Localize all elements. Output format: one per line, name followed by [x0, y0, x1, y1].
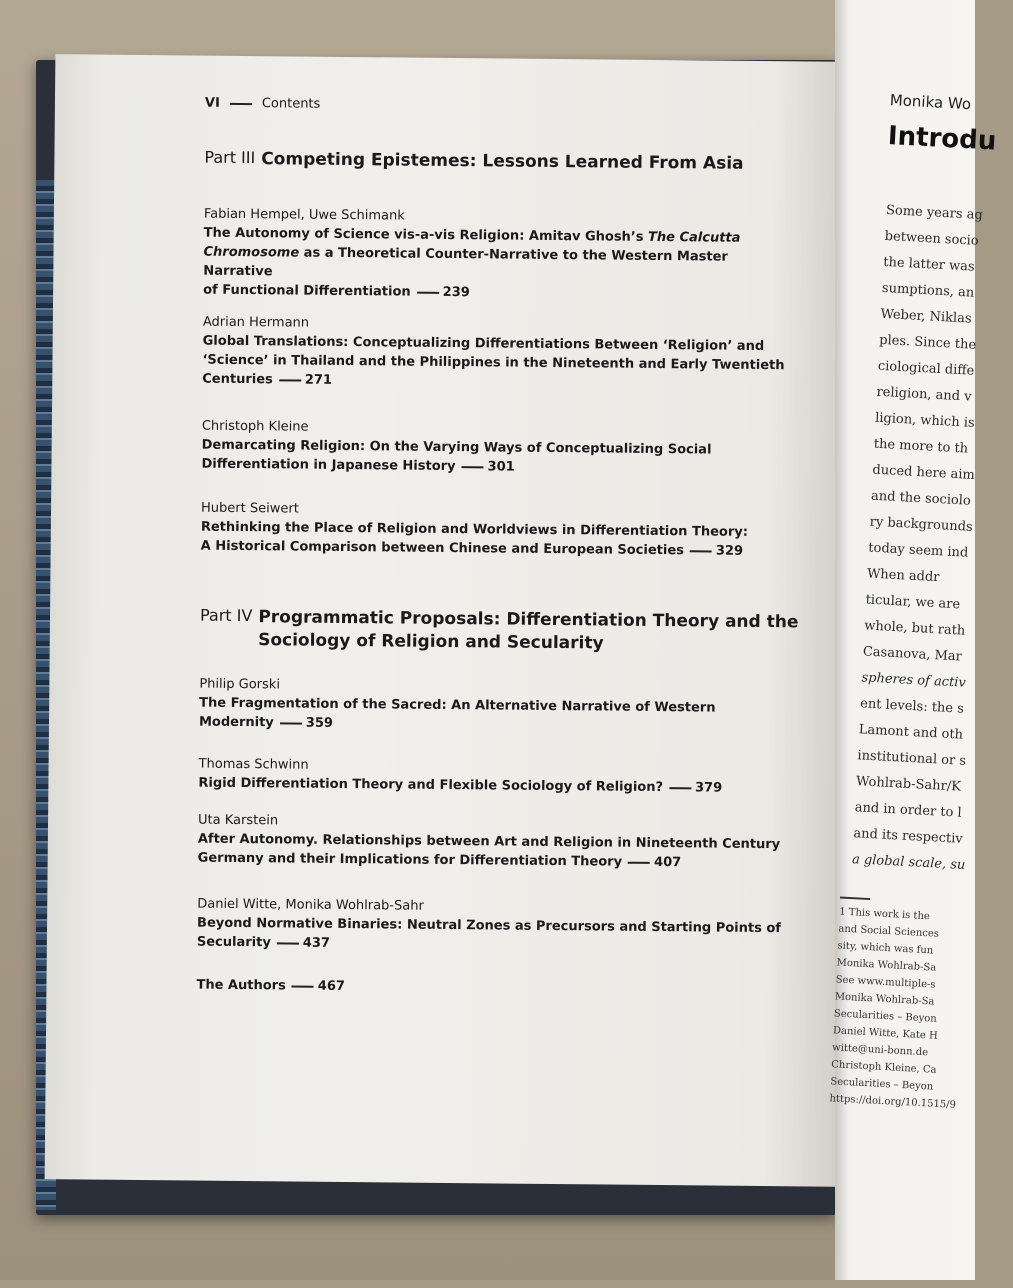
contents-body [196, 95, 805, 995]
facing-page-line: Some years ag [885, 202, 984, 224]
facing-page-line: Lamont and oth [858, 722, 964, 743]
facing-page-line: and in order to l [854, 800, 962, 821]
part-title: Competing Epistemes: Lessons Learned From Asia [261, 149, 744, 174]
facing-page-line: the latter was [882, 254, 975, 275]
entry-page: 239 [442, 284, 470, 301]
toc-entry [201, 418, 792, 480]
facing-page-line: Weber, Niklas [880, 306, 972, 327]
head-dash [230, 102, 252, 104]
entry-page: 379 [694, 780, 723, 796]
toc-entry-authors-list [196, 976, 786, 1001]
facing-page-note: Secularities – Beyon [830, 1076, 934, 1093]
facing-page-line: ligion, which is [874, 410, 975, 431]
facing-page-note: Monika Wohlrab-Sa [834, 991, 935, 1008]
facing-page-line: ticular, we are [865, 592, 961, 613]
facing-page-line: and the sociolo [870, 488, 972, 509]
facing-page-author: Monika Wo [889, 91, 972, 114]
entry-page: 329 [715, 543, 744, 559]
entry-page: 271 [304, 372, 333, 388]
part-heading [204, 148, 743, 176]
facing-page-line: and its respectiv [853, 826, 964, 847]
entry-title: Global Translations: Conceptualizing Differentiations Between ‘Religion’ and ‘Science’ in Thailand and the Philippines in the Nineteenth and Early Twentieth Centuries 271 [202, 333, 785, 388]
entry-page: 301 [487, 459, 515, 475]
facing-page-line: ent levels: the s [859, 696, 965, 717]
entry-page: 407 [654, 854, 682, 871]
entry-authors: Fabian Hempel, Uwe Schimank [203, 206, 405, 224]
facing-page-note: sity, which was fun [837, 940, 934, 957]
entry-title: Rethinking the Place of Religion and Worldviews in Differentiation Theory: A Historical Comparison between Chinese and European Societies 329 [200, 519, 749, 559]
entry-title: The Autonomy of Science vis-a-vis Religion: Amitav Ghosh’s The Calcutta Chromosome as a Theoretical Counter-Narrative to the Western Master Narrative of Functional Differentiation 239 [203, 225, 741, 301]
entry-authors: Philip Gorski [199, 676, 281, 693]
facing-page-line: the more to th [873, 436, 969, 457]
part-heading [200, 606, 799, 658]
facing-page-note: https://doi.org/10.1515/9 [829, 1093, 957, 1111]
facing-page-note: Christoph Kleine, Ca [830, 1059, 937, 1076]
facing-page-line: Casanova, Mar [862, 644, 963, 665]
facing-page-note: See www.multiple-s [835, 974, 936, 991]
facing-page-line: whole, but rath [863, 618, 966, 639]
entry-title: The Fragmentation of the Sacred: An Alternative Narrative of Western Modernity 359 [198, 695, 716, 731]
facing-page-line: When addr [866, 566, 940, 586]
entry-authors: Hubert Seiwert [200, 500, 299, 517]
entry-title: Beyond Normative Binaries: Neutral Zones as Precursors and Starting Points of Secularity 437 [196, 915, 782, 951]
entry-title: Rigid Differentiation Theory and Flexible Sociology of Religion? 379 [198, 775, 723, 796]
facing-page-line: a global scale, su [851, 852, 966, 873]
facing-page-note: Monika Wohlrab-Sa [836, 957, 937, 974]
facing-page-line: Wohlrab-Sahr/K [855, 774, 962, 795]
entry-page: 437 [302, 935, 331, 951]
toc-entry [201, 500, 792, 562]
facing-page-line: today seem ind [867, 540, 969, 561]
footnote-rule [840, 896, 870, 900]
toc-entry [197, 896, 788, 958]
facing-page-line: ry backgrounds [869, 514, 974, 535]
facing-page [829, 0, 998, 1280]
facing-page-note: and Social Sciences [838, 923, 940, 940]
toc-entry [199, 676, 790, 738]
entry-title: After Autonomy. Relationships between Art and Religion in Nineteenth Century Germany and their Implications for Differentiation Theory 407 [197, 831, 781, 871]
entry-authors: Daniel Witte, Monika Wohlrab-Sahr [197, 896, 424, 914]
facing-page-note: witte@uni-bonn.de [831, 1042, 929, 1059]
facing-page-line: ciological diffe [877, 358, 975, 379]
facing-page-note: Secularities – Beyon [833, 1008, 938, 1025]
facing-page-line: sumptions, an [881, 280, 975, 301]
facing-page-line: religion, and v [876, 384, 972, 405]
facing-page-line: duced here aim [872, 462, 976, 483]
entry-page: 359 [305, 715, 334, 731]
section-name: Contents [261, 96, 321, 112]
facing-page-line: spheres of activ [861, 670, 967, 691]
entry-authors: Uta Karstein [198, 812, 279, 829]
facing-page-title: Introdu [887, 120, 998, 157]
toc-entry [202, 314, 793, 395]
toc-entry [203, 206, 794, 306]
part-label: Part III [204, 147, 256, 168]
entry-authors: Christoph Kleine [201, 418, 309, 435]
entry-title: Demarcating Religion: On the Varying Ways of Conceptualizing Social Differentiation in Japanese History 301 [201, 437, 712, 475]
entry-authors: Adrian Hermann [202, 314, 310, 331]
contents-page [45, 54, 856, 1187]
entry-page: 467 [317, 978, 346, 995]
toc-entry [198, 812, 789, 874]
page-number: VI [204, 95, 220, 111]
part-title: Programmatic Proposals: Differentiation Theory and the Sociology of Religion and Secularity [258, 607, 799, 654]
entry-title: The Authors 467 [196, 977, 346, 995]
facing-page-line: institutional or s [857, 748, 967, 769]
facing-page-note: Daniel Witte, Kate H [832, 1025, 938, 1042]
running-head [205, 96, 321, 112]
facing-page-line: ples. Since the [878, 332, 977, 353]
facing-page-line: between socio [884, 228, 979, 249]
entry-authors: Thomas Schwinn [198, 756, 309, 773]
facing-page-note: 1 This work is the [838, 906, 931, 923]
toc-entry [198, 756, 788, 799]
part-label: Part IV [199, 605, 253, 626]
